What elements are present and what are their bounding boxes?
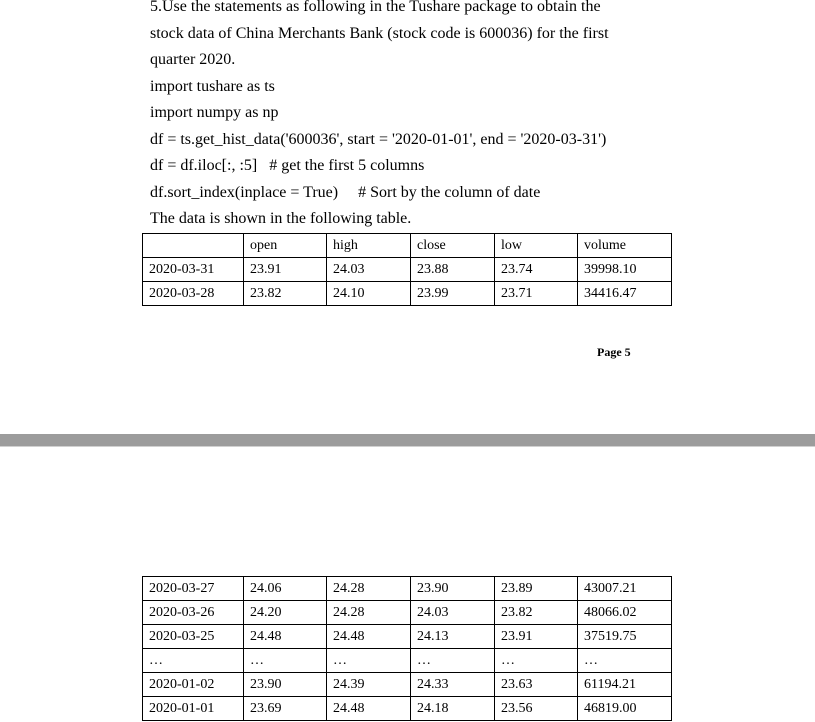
question-line-2: stock data of China Merchants Bank (stock code is 600036) for the first — [150, 24, 609, 42]
cell-volume: 61194.21 — [578, 673, 672, 697]
cell-date: 2020-01-01 — [143, 697, 244, 721]
cell-open: 23.90 — [244, 673, 327, 697]
cell-low: 23.82 — [495, 601, 578, 625]
stock-data-table-bottom — [142, 576, 672, 721]
cell-open: 24.20 — [244, 601, 327, 625]
cell-volume: 39998.10 — [578, 258, 672, 282]
page-number: Page 5 — [597, 345, 631, 359]
cell-open: 24.06 — [244, 577, 327, 601]
cell-high: 24.48 — [327, 625, 411, 649]
table-row-ellipsis — [143, 649, 672, 673]
cell-high: 24.39 — [327, 673, 411, 697]
cell-date: 2020-03-25 — [143, 625, 244, 649]
table-row — [143, 577, 672, 601]
code-line-4: df = df.iloc[:, :5] # get the first 5 columns — [150, 157, 425, 174]
cell-close: … — [411, 649, 495, 673]
cell-high: … — [327, 649, 411, 673]
cell-high: 24.28 — [327, 601, 411, 625]
table-row — [143, 601, 672, 625]
cell-volume: 34416.47 — [578, 282, 672, 306]
table-header-row — [143, 234, 672, 258]
code-line-3: df = ts.get_hist_data('600036', start = '2020-01-01', end = '2020-03-31') — [150, 130, 607, 148]
cell-open: … — [244, 649, 327, 673]
cell-low: 23.89 — [495, 577, 578, 601]
cell-volume: 37519.75 — [578, 625, 672, 649]
cell-high: 24.03 — [327, 258, 411, 282]
header-cell-volume: volume — [578, 234, 672, 258]
cell-volume: 43007.21 — [578, 577, 672, 601]
cell-open: 23.91 — [244, 258, 327, 282]
header-cell-open: open — [244, 234, 327, 258]
header-cell-date — [143, 234, 244, 258]
table-row — [143, 625, 672, 649]
cell-date: … — [143, 649, 244, 673]
header-cell-high: high — [327, 234, 411, 258]
table-intro: The data is shown in the following table. — [150, 210, 412, 227]
cell-high: 24.28 — [327, 577, 411, 601]
cell-date: 2020-03-28 — [143, 282, 244, 306]
stock-data-table-top — [142, 233, 672, 306]
header-cell-low: low — [495, 234, 578, 258]
code-line-5: df.sort_index(inplace = True) # Sort by the column of date — [150, 183, 541, 201]
cell-open: 24.48 — [244, 625, 327, 649]
cell-low: 23.91 — [495, 625, 578, 649]
cell-date: 2020-03-26 — [143, 601, 244, 625]
cell-low: 23.71 — [495, 282, 578, 306]
table-row — [143, 282, 672, 306]
cell-high: 24.10 — [327, 282, 411, 306]
cell-close: 24.18 — [411, 697, 495, 721]
code-line-2: import numpy as np — [150, 104, 279, 121]
cell-close: 24.13 — [411, 625, 495, 649]
cell-low: 23.63 — [495, 673, 578, 697]
cell-date: 2020-03-27 — [143, 577, 244, 601]
cell-low: 23.56 — [495, 697, 578, 721]
cell-high: 24.48 — [327, 697, 411, 721]
cell-close: 23.90 — [411, 577, 495, 601]
table-row — [143, 258, 672, 282]
cell-open: 23.69 — [244, 697, 327, 721]
page-separator — [0, 434, 815, 446]
code-line-1: import tushare as ts — [150, 77, 275, 95]
cell-volume: 46819.00 — [578, 697, 672, 721]
header-cell-close: close — [411, 234, 495, 258]
cell-date: 2020-01-02 — [143, 673, 244, 697]
cell-date: 2020-03-31 — [143, 258, 244, 282]
cell-close: 23.88 — [411, 258, 495, 282]
question-text — [150, 0, 690, 233]
cell-low: … — [495, 649, 578, 673]
cell-close: 24.33 — [411, 673, 495, 697]
cell-close: 23.99 — [411, 282, 495, 306]
cell-volume: 48066.02 — [578, 601, 672, 625]
table-row — [143, 673, 672, 697]
question-line-3: quarter 2020. — [150, 51, 236, 68]
document-page-6 — [0, 447, 815, 722]
table-row — [143, 697, 672, 721]
question-line-1: 5.Use the statements as following in the Tushare package to obtain the — [150, 0, 601, 15]
cell-low: 23.74 — [495, 258, 578, 282]
cell-volume: … — [578, 649, 672, 673]
cell-close: 24.03 — [411, 601, 495, 625]
cell-open: 23.82 — [244, 282, 327, 306]
